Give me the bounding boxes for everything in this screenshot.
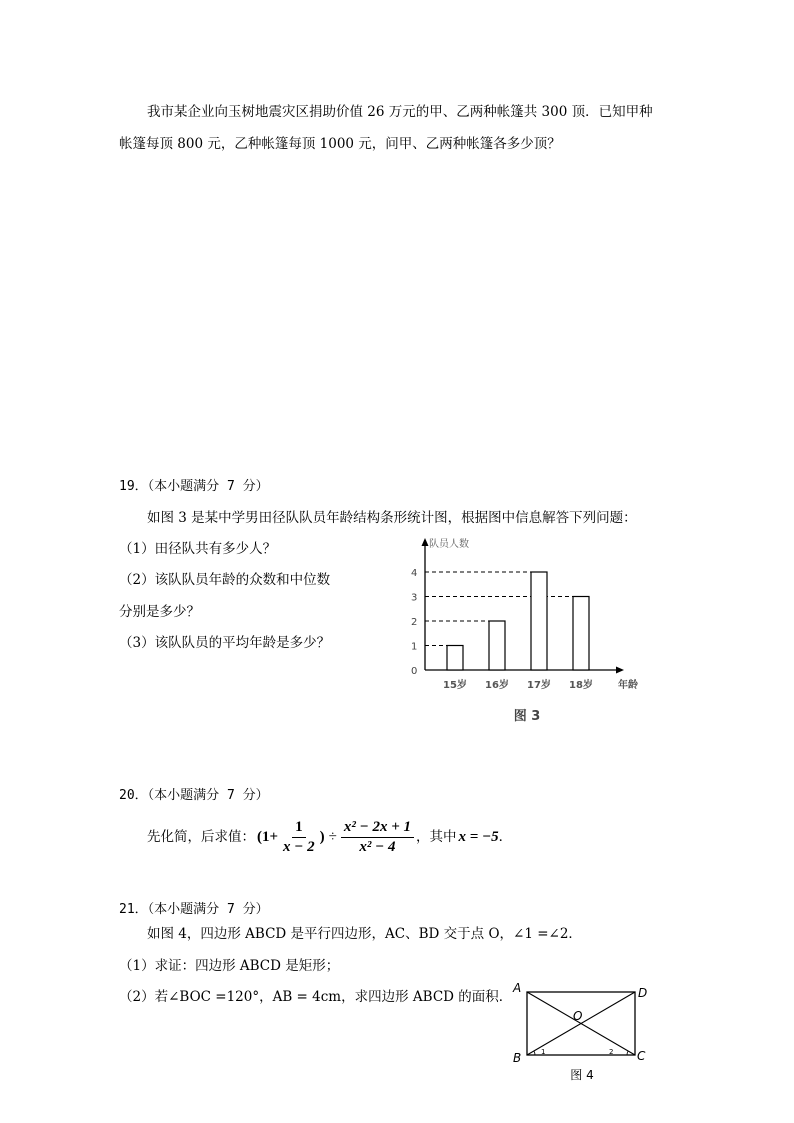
- y-axis-arrow-icon: [422, 538, 429, 546]
- q19-part2b: 分别是多少？: [119, 604, 200, 620]
- y-tick-label: 0: [411, 666, 418, 677]
- q20-expression: [147, 815, 512, 859]
- center-o-label: O: [573, 1009, 583, 1023]
- q21-intro: 如图 4，四边形 ABCD 是平行四边形，AC、BD 交于点 O，∠1 =∠2．: [147, 926, 582, 942]
- vertex-c-label: C: [637, 1049, 646, 1063]
- bar: [447, 646, 463, 671]
- q21-part1: （1）求证：四边形 ABCD 是矩形；: [119, 958, 340, 974]
- vertex-d-label: D: [638, 986, 648, 1000]
- q19-part2a: （2）该队队员年龄的众数和中位数: [119, 572, 331, 588]
- y-tick-label: 4: [411, 568, 418, 579]
- q20-open-paren: (1+: [257, 828, 279, 845]
- q20-lead: 先化简，后求值：: [147, 829, 255, 845]
- q20-fraction1-den: x − 2: [283, 838, 315, 855]
- q20-fraction2: [341, 818, 414, 857]
- x-axis-arrow-icon: [616, 667, 624, 674]
- figure3-caption: 图 3: [513, 709, 541, 724]
- x-category-label: 16岁: [485, 680, 509, 691]
- q20-mid: ，其中: [416, 829, 457, 845]
- q20-fraction2-num: x² − 2x + 1: [341, 818, 414, 838]
- figure4-caption: 图 4: [570, 1068, 594, 1082]
- figure3-bar-chart: [400, 532, 640, 732]
- angle2-label: 2: [609, 1048, 614, 1056]
- q20-fraction2-den: x² − 4: [359, 838, 396, 855]
- bar: [531, 572, 547, 670]
- bar: [489, 621, 505, 670]
- q20-header: 20．（本小题满分 7 分）: [119, 788, 269, 803]
- q21-header: 21．（本小题满分 7 分）: [119, 902, 269, 917]
- x-axis-label: 年龄: [618, 680, 638, 691]
- bar: [573, 597, 589, 671]
- q20-fraction1: [280, 818, 318, 857]
- figure4-rectangle-diagram: [505, 978, 665, 1088]
- angle1-label: 1: [541, 1048, 546, 1056]
- q19-header: 19．（本小题满分 7 分）: [119, 479, 269, 494]
- q20-fraction1-num: 1: [292, 818, 306, 838]
- q19-part3: （3）该队队员的平均年龄是多少？: [119, 635, 331, 651]
- x-category-label: 17岁: [527, 680, 551, 691]
- q20-end: ．: [498, 829, 513, 845]
- x-category-label: 15岁: [443, 680, 467, 691]
- q19-intro: 如图 3 是某中学男田径队队员年龄结构条形统计图，根据图中信息解答下列问题：: [147, 510, 637, 526]
- q18-text-line2: 帐篷每顶 800 元，乙种帐篷每顶 1000 元，问甲、乙两种帐篷各多少顶？: [119, 136, 561, 152]
- y-tick-label: 1: [411, 641, 418, 653]
- y-tick-label: 2: [411, 617, 418, 628]
- q20-divide-sign: ÷: [328, 828, 337, 845]
- q18-text-line1: 我市某企业向玉树地震灾区捐助价值 26 万元的甲、乙两种帐篷共 300 顶．已知甲种: [147, 104, 653, 120]
- y-tick-label: 3: [411, 592, 418, 604]
- y-axis-label: 队员人数: [429, 539, 469, 550]
- q21-part2: （2）若∠BOC =120°，AB = 4cm，求四边形 ABCD 的面积．: [119, 989, 513, 1005]
- q19-part1: （1）田径队共有多少人？: [119, 541, 277, 557]
- vertex-a-label: A: [513, 981, 522, 995]
- vertex-b-label: B: [513, 1051, 522, 1065]
- q20-close-paren: ): [319, 828, 325, 845]
- q20-condition: x = −5: [458, 828, 499, 845]
- x-category-label: 18岁: [569, 680, 593, 691]
